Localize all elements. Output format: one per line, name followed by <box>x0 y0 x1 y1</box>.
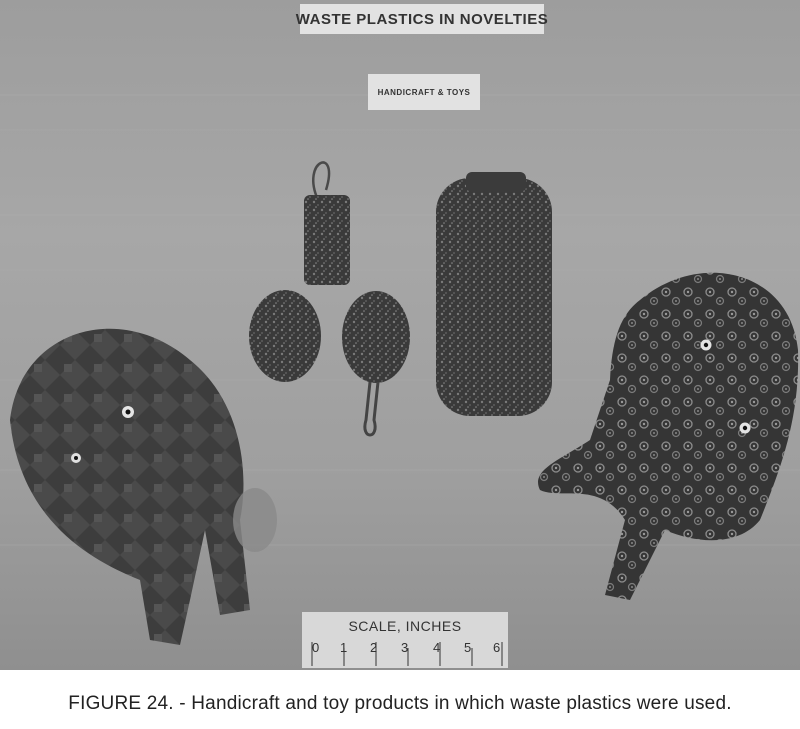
scale-tick-5: 5 <box>464 640 472 655</box>
hanging-ornament <box>304 162 350 285</box>
stuffed-toy-right <box>538 273 798 600</box>
round-pad-left <box>249 290 321 382</box>
display-title-sign: WASTE PLASTICS IN NOVELTIES <box>300 4 544 34</box>
scale-tick-4: 4 <box>433 640 441 655</box>
scale-tick-6: 6 <box>493 640 501 655</box>
scale-ruler <box>302 612 508 668</box>
scale-tick-1: 1 <box>340 640 348 655</box>
display-subtitle-sign: HANDICRAFT & TOYS <box>368 74 480 110</box>
scale-label: SCALE, INCHES <box>348 618 462 634</box>
scale-tick-2: 2 <box>370 640 378 655</box>
figure-caption: FIGURE 24. - Handicraft and toy products in which waste plastics were used. <box>68 693 732 714</box>
scale-tick-0: 0 <box>312 640 320 655</box>
stuffed-toy-left <box>10 329 277 645</box>
round-pad-right <box>342 291 410 435</box>
scale-tick-3: 3 <box>401 640 409 655</box>
covered-bottle <box>436 172 552 416</box>
